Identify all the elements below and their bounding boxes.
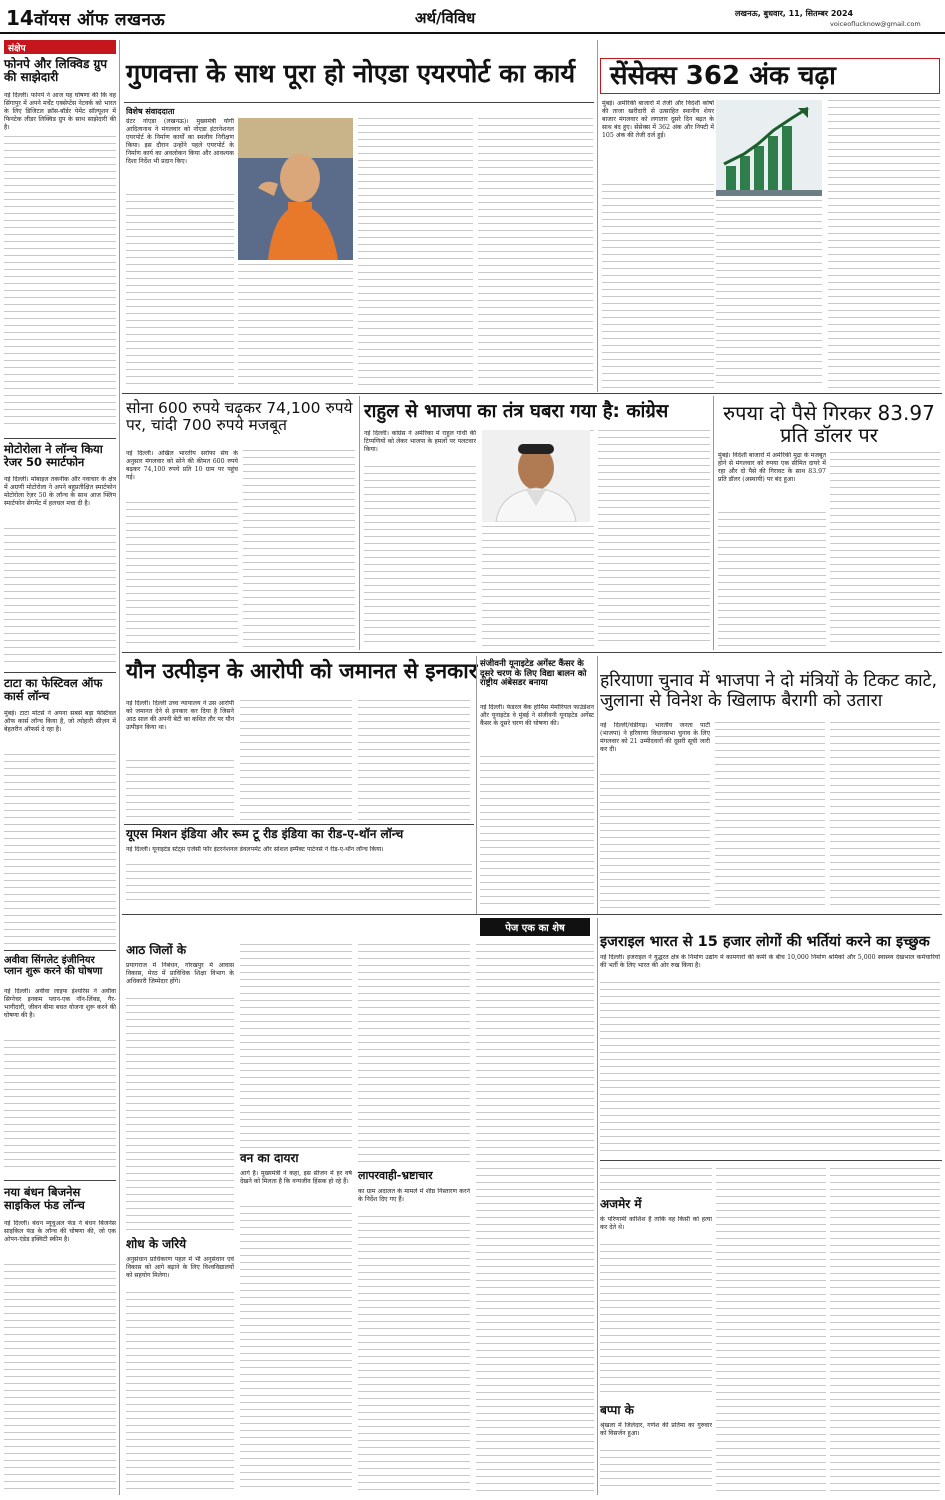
cont-lapar-title: लापरवाही-भ्रष्टाचार (358, 1169, 433, 1182)
cont-van-body: आगे है। मुख्यमंत्री ने कहा, इस सीजन में हर वर्ष देखने को मिलता है कि वन्यजीव हिंसक हो रहे हैं। (240, 1170, 352, 1185)
text-filler (600, 774, 710, 908)
cont-lapar-body: का ग्राम अदालत के मामले में शीघ्र निस्तारण करने के निर्देश दिए गए हैं। (358, 1188, 470, 1203)
column-rule (119, 40, 120, 1495)
cm-photo (238, 118, 353, 260)
text-filler (600, 982, 940, 1154)
sidebar-label: संक्षेप (4, 40, 116, 54)
rahul-body: नई दिल्ली। कांग्रेस ने अमेरिका में राहुल गांधी की टिप्पणियों को लेकर भाजपा के हमलों पर पलटवार किया। (364, 430, 476, 453)
text-filler (358, 944, 470, 1166)
text-filler (240, 944, 352, 1149)
sensex-graphic (716, 100, 822, 196)
text-filler (830, 452, 940, 647)
column-rule (713, 396, 714, 650)
divider (122, 652, 942, 653)
readathon-body: नई दिल्ली। यूनाइटेड स्टेट्स एजेंसी फॉर इंटरनेशनल डेवलपमेंट और सोशल इम्पैक्ट पार्टनर्स ने रीड-ए-थॉन लॉन्च किया। (126, 846, 384, 853)
text-filler (4, 1264, 116, 1492)
text-filler (358, 700, 470, 820)
cont-van-title: वन का दायरा (240, 1151, 299, 1165)
brief-headline: नया बंधन बिजनेस साइकिल फंड लॉन्च (4, 1185, 85, 1212)
dateline: लखनऊ, बुधवार, 11, सितम्बर 2024 (735, 9, 854, 18)
divider (124, 102, 594, 103)
bail-headline: यौन उत्पीड़न के आरोपी को जमानत से इनकार (126, 659, 478, 683)
text-filler (716, 1168, 826, 1492)
text-filler (126, 864, 472, 904)
text-filler (358, 118, 473, 389)
divider (4, 438, 116, 439)
paper-name: वॉयस ऑफ लखनऊ (34, 10, 166, 30)
text-filler (715, 722, 825, 908)
bail-body: नई दिल्ली। दिल्ली उच्च न्यायालय ने उस आरोपी को जमानत देने से इनकार कर दिया है जिसने आठ साल की अपनी बेटी का कथित तौर पर यौन उत्पीड़न किया था। (126, 700, 234, 731)
text-filler (126, 502, 238, 647)
text-filler (240, 1206, 352, 1492)
sidebar-briefs (4, 40, 116, 1495)
column-rule (359, 396, 360, 650)
text-filler (716, 200, 822, 389)
byline: विशेष संवाददाता (126, 107, 175, 116)
website: voiceoflucknow@gmail.com (830, 20, 921, 28)
text-filler (602, 184, 714, 389)
haryana-headline: हरियाणा चुनाव में भाजपा ने दो मंत्रियों के टिकट काटे, जुलाना से विनेश के खिलाफ बैरागी को उतारा (600, 671, 938, 711)
cont-shodh-body: अनुसंधान प्राधिकरण पहल में भी अनुसंधान एवं विकास को आगे बढ़ाने के लिए विश्वविद्यालयों को सहयोग मिलेगा। (126, 1256, 234, 1279)
text-filler (830, 722, 940, 908)
rupee-body: मुंबई। विदेशी बाजारों में अमेरिकी मुद्रा के मजबूत होने से मंगलवार को रुपया एक सीमित दायरे में रहा और दो पैसे की गिरावट के साथ 83.97 प्रति डॉलर (अस्थायी) पर बंद हुआ। (718, 452, 826, 483)
brief-headline: अवीवा सिंगलेट इंजीनियर प्लान शुरू करने की घोषणा (4, 955, 103, 978)
readathon-headline: यूएस मिशन इंडिया और रूम टू रीड इंडिया का रीड-ए-थॉन लॉन्च (126, 827, 404, 841)
cancer-body: नई दिल्ली। फेडरल बैंक होर्मिस मेमोरियल फाउंडेशन और यूनाइटेड वे मुंबई ने संजीवनी यूनाइटेड अगेंस्ट कैंसर के दूसरे चरण की घोषणा की। (480, 704, 594, 727)
text-filler (126, 998, 234, 1234)
airport-body: ग्रेटर नोएडा (लखनऊ)। मुख्यमंत्री योगी आदित्यनाथ ने मंगलवार को नोएडा इंटरनेशनल एयरपोर्ट के निर्माण कार्यों का स्थलीय निरीक्षण किया। इस दौरान उन्होंने पहले एयरपोर्ट के निर्माण कार्य का अवलोकन किया और आवश्यक दिशा निर्देश भी प्रदान किए। (126, 118, 234, 165)
divider (4, 1180, 116, 1181)
divider (4, 672, 116, 673)
column-rule (597, 656, 598, 914)
text-filler (358, 1216, 470, 1492)
text-filler (243, 450, 355, 647)
divider (600, 1160, 942, 1161)
text-filler (478, 118, 593, 389)
gold-headline: सोना 600 रुपये चढ़कर 74,100 रुपये पर, चांदी 700 रुपये मजबूत (126, 399, 353, 435)
text-filler (238, 264, 353, 389)
brief-body: नई दिल्ली। मोबाइल तकनीक और नवाचार के क्षेत्र में अग्रणी मोटोरोला ने अपने बहुप्रतीक्षित स्मार्टफोन मोटोरोला रेज़र 50 के लॉन्च के साथ आज फ्लिप स्मार्टफोन सेगमेंट में हलचल मचा दी है। (4, 476, 116, 507)
masthead (0, 0, 945, 34)
gold-body: नई दिल्ली। अखिल भारतीय सर्राफा संघ के अनुसार मंगलवार को सोने की कीमत 600 रुपये बढ़कर 74,100 रुपये प्रति 10 ग्राम पर पहुंच गई। (126, 450, 238, 481)
text-filler (364, 466, 476, 647)
haryana-body: नई दिल्ली/चंडीगढ़। भारतीय जनता पार्टी (भाजपा) ने हरियाणा विधानसभा चुनाव के लिए मंगलवार को 21 उम्मीदवारों की दूसरी सूची जारी कर दी। (600, 722, 710, 753)
text-filler (600, 1244, 712, 1398)
cont-aath-jilon-title: आठ जिलों के (126, 943, 187, 957)
text-filler (4, 1040, 116, 1170)
text-filler (4, 136, 116, 426)
column-rule (476, 656, 477, 914)
leader-photo (482, 430, 590, 522)
divider (122, 914, 942, 915)
brief-headline: फोनपे और लिक्विड ग्रुप की साझेदारी (4, 57, 108, 85)
text-filler (600, 1168, 712, 1194)
text-filler (718, 512, 826, 647)
cont-shodh-title: शोध के जरिये (126, 1237, 187, 1251)
text-filler (482, 526, 594, 647)
text-filler (4, 754, 116, 944)
text-filler (126, 194, 234, 389)
brief-body: नई दिल्ली। बंधन म्यूचुअल फंड ने बंधन बिजनेस साइकिल फंड के लॉन्च की घोषणा की, जो एक ओपन-एंडेड इक्विटी स्कीम है। (4, 1220, 116, 1243)
divider (4, 950, 116, 951)
israel-body: नई दिल्ली। इजराइल ने युद्धरत क्षेत्र के निर्माण उद्योग में कामगारों की कमी के बीच 10,000 निर्माण श्रमिकों और 5,000 स्वास्थ्य देखभाल कर्मचारियों की भर्ती के लिए भारत की ओर रुख किया है। (600, 954, 940, 969)
israel-headline: इजराइल भारत से 15 हजार लोगों की भर्तियां करने का इच्छुक (600, 934, 930, 950)
rahul-headline: राहुल से भाजपा का तंत्र घबरा गया है: कांग्रेस (364, 401, 669, 422)
text-filler (240, 700, 352, 820)
divider (122, 393, 942, 394)
brief-headline: मोटोरोला ने लॉन्च किया रेजर 50 स्मार्टफोन (4, 442, 103, 469)
page-number: 14 (6, 6, 34, 30)
text-filler (830, 1168, 940, 1492)
text-filler (828, 100, 940, 389)
continuation-banner-label: पेज एक का शेष (505, 923, 565, 934)
section-name: अर्थ/विविध (415, 9, 476, 27)
airport-headline: गुणवत्ता के साथ पूरा हो नोएडा एयरपोर्ट का कार्य (126, 59, 576, 89)
text-filler (126, 1292, 234, 1492)
cancer-headline: संजीवनी यूनाइटेड अगेंस्ट कैंसर के दूसरे चरण के लिए विद्या बालन को राष्ट्रीय अंबेसडर बनाया (480, 659, 587, 689)
text-filler (126, 760, 234, 820)
brief-body: मुंबई। टाटा मोटर्स ने अपना सबसे बड़ा फेस्टिवल ऑफ कार्स लॉन्च किया है, जो त्योहारी सीज़न में बेहतरीन ऑफर्स दे रहा है। (4, 710, 116, 733)
sensex-body: मुंबई। अमेरिकी बाजारों में तेजी और विदेशी कोषों की ताजा खरीदारी से उत्साहित स्थानीय शेयर बाजार मंगलवार को लगातार दूसरे दिन बढ़त के साथ बंद हुए। सेंसेक्स में 362 अंक और निफ्टी में 105 अंक की तेजी दर्ज हुई। (602, 100, 714, 139)
brief-body: नई दिल्ली। अवीवा लाइफ इंश्योरेंस ने अवीवा सिग्नेचर इनकम प्लान-एक नॉन-लिंक्ड, गैर-भागीदारी, जीवन बीमा बचत योजना शुरू करने की घोषणा की है। (4, 988, 116, 1019)
text-filler (476, 944, 594, 1492)
text-filler (600, 1450, 712, 1492)
column-rule (597, 40, 598, 392)
cont-ajmer-title: अजमेर में (600, 1197, 642, 1211)
cont-bappa-title: बप्पा के (600, 1403, 634, 1417)
rupee-headline: रुपया दो पैसे गिरकर 83.97 प्रति डॉलर पर (723, 401, 935, 448)
cont-bappa-body: श्रृंखला में जिलेदार, गणेश की प्रतिमा का गुरुवार को विसर्जन हुआ। (600, 1422, 712, 1437)
cont-aath-jilon-body: प्रयागराज में निबंधन, गोरखपुर में आवास विकास, मेरठ में प्राविधिक शिक्षा विभाग के अधिकारी जिम्मेदार होंगे। (126, 962, 234, 985)
text-filler (480, 756, 594, 908)
brief-headline: टाटा का फेस्टिवल ऑफ कार्स लॉन्च (4, 676, 103, 703)
text-filler (598, 430, 710, 647)
brief-body: नई दिल्ली। फोनपे ने आज यह घोषणा की कि वह सिंगापुर में अपने मर्चेंट एक्सेप्टेंस नेटवर्क को भारत के लिए डिजिटल क्रॉस-बॉर्डर पेमेंट सॉल्यूशन में फिनटेक लीडर लिक्विड ग्रुप के साथ साझेदारी की है। (4, 92, 116, 131)
sensex-headline: सेंसेक्स 362 अंक चढ़ा (610, 61, 836, 91)
cont-ajmer-body: के परिणामी कोशिश है ताकि वह किसी को हत्या कर देते थे। (600, 1216, 712, 1231)
column-rule (597, 918, 598, 1495)
divider (124, 824, 474, 825)
text-filler (4, 528, 116, 663)
